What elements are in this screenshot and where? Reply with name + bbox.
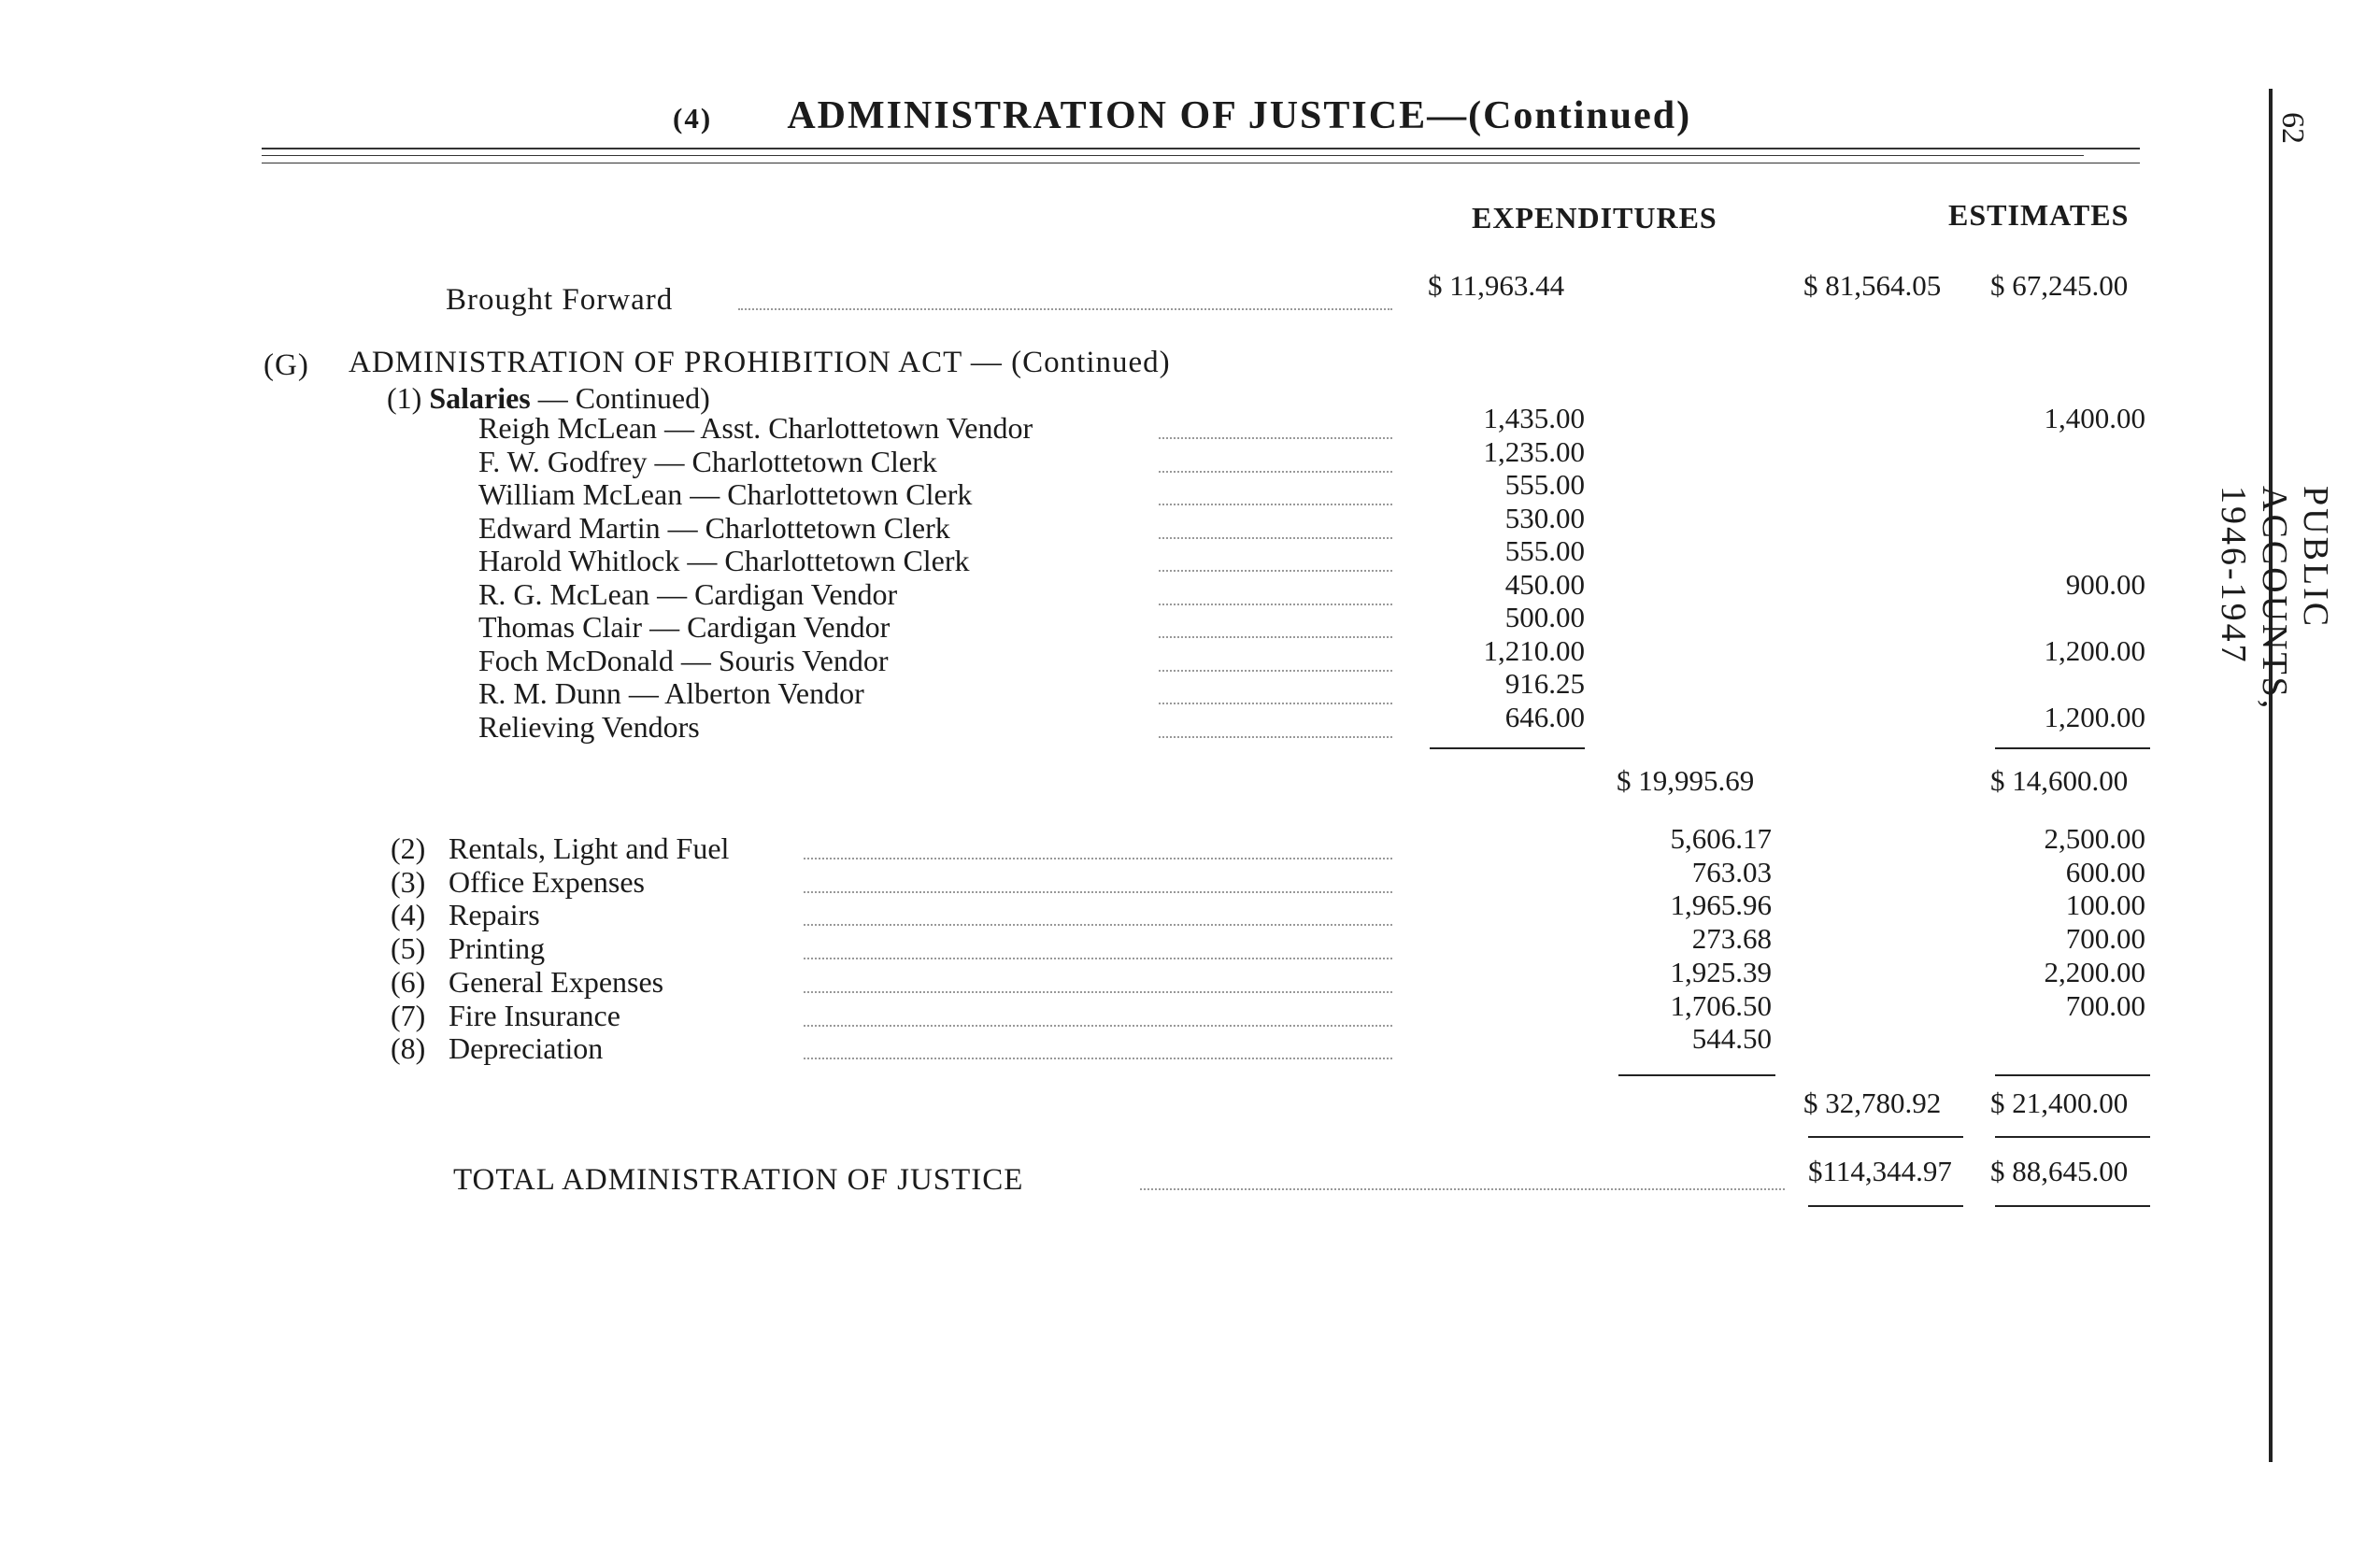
expense-row-marker: (6): [391, 964, 426, 999]
expense-row-estimate: 600.00: [2065, 855, 2145, 888]
page-heading: [673, 93, 1691, 138]
col-header-estimates: ESTIMATES: [1948, 198, 2130, 232]
expense-row-label: Printing: [449, 931, 546, 966]
expense-row-label: Depreciation: [449, 1031, 604, 1066]
leader-dots: [804, 958, 1392, 959]
leader-dots: [1159, 537, 1392, 539]
section-subtotal-rule: [1618, 1074, 1775, 1076]
grand-total-expenditure: $114,344.97: [1808, 1155, 1952, 1187]
salary-row-estimate: 1,200.00: [2044, 700, 2145, 733]
leader-dots: [1159, 703, 1392, 704]
grand-total-label: TOTAL ADMINISTRATION OF JUSTICE: [453, 1163, 1024, 1197]
salary-row-amount: 1,235.00: [1483, 434, 1585, 468]
brought-forward-estimate: $ 67,245.00: [1990, 269, 2129, 302]
salary-row-label: Reigh McLean — Asst. Charlottetown Vendor: [478, 411, 1033, 445]
leader-dots: [1159, 736, 1392, 738]
grand-total-estimate: $ 88,645.00: [1990, 1155, 2129, 1187]
expense-row-amount: 544.50: [1691, 1022, 1772, 1056]
expense-row-label: General Expenses: [449, 964, 664, 999]
salary-row-amount: 916.25: [1504, 667, 1585, 700]
salary-row-amount: 530.00: [1504, 501, 1585, 534]
salary-row-estimate: 900.00: [2065, 567, 2145, 601]
expense-row-marker: (3): [391, 864, 426, 899]
leader-dots: [1159, 636, 1392, 638]
expense-row-marker: (8): [391, 1031, 426, 1066]
salary-row-label: Harold Whitlock — Charlottetown Clerk: [478, 544, 970, 577]
leader-dots: [1140, 1188, 1785, 1190]
expense-row-estimate: 2,500.00: [2044, 822, 2145, 855]
expense-row-amount: 5,606.17: [1670, 822, 1772, 855]
leader-dots: [1159, 604, 1392, 605]
grand-total-rule-top: [1808, 1136, 1963, 1138]
leader-dots: [1159, 670, 1392, 672]
leader-dots: [804, 858, 1392, 859]
header-rule-1: [262, 148, 2140, 149]
leader-dots: [1159, 570, 1392, 572]
salary-row-estimate: 1,400.00: [2044, 402, 2145, 434]
grand-estimate-rule-top: [1995, 1136, 2150, 1138]
expense-row-estimate: 700.00: [2065, 988, 2145, 1022]
brought-forward-label: Brought Forward: [446, 283, 674, 317]
salary-row-label: William McLean — Charlottetown Clerk: [478, 477, 973, 511]
expense-row-amount: 1,706.50: [1670, 988, 1772, 1022]
salary-row-amount: 1,210.00: [1483, 633, 1585, 667]
section-g-marker: (G): [264, 348, 309, 382]
salaries-estimate-total: $ 14,600.00: [1990, 764, 2129, 797]
salary-row-amount: 555.00: [1504, 468, 1585, 501]
salary-row-label: Relieving Vendors: [478, 709, 700, 744]
salary-row-label: F. W. Godfrey — Charlottetown Clerk: [478, 444, 937, 478]
salary-row-label: Edward Martin — Charlottetown Clerk: [478, 510, 950, 545]
expense-row-amount: 763.03: [1691, 855, 1772, 888]
expense-row-label: Fire Insurance: [449, 998, 620, 1032]
page-number: 62: [2275, 112, 2310, 144]
section-estimate-rule: [1995, 1074, 2150, 1076]
expense-row-marker: (5): [391, 931, 426, 966]
salary-row-amount: 555.00: [1504, 534, 1585, 567]
leader-dots: [804, 1058, 1392, 1059]
salary-row-estimate: 1,200.00: [2044, 633, 2145, 667]
salary-row-amount: 500.00: [1504, 601, 1585, 633]
grand-estimate-rule-bottom: [1995, 1205, 2150, 1207]
leader-dots: [1159, 504, 1392, 505]
salaries-suffix: — Continued): [537, 381, 710, 415]
header-rule-2: [262, 155, 2084, 156]
expense-row-estimate: 2,200.00: [2044, 955, 2145, 988]
section-title: ADMINISTRATION OF JUSTICE—(Continued): [787, 94, 1692, 137]
leader-dots: [804, 991, 1392, 993]
salary-row-label: Foch McDonald — Souris Vendor: [478, 643, 889, 677]
salaries-total: $ 19,995.69: [1617, 764, 1755, 797]
expense-row-marker: (4): [391, 898, 426, 932]
amount-text: $ 11,963.44: [1428, 269, 1565, 302]
expense-row-estimate: 100.00: [2065, 888, 2145, 922]
expense-row-amount: 1,925.39: [1670, 955, 1772, 988]
salary-row-amount: 1,435.00: [1483, 402, 1585, 434]
expense-row-marker: (2): [391, 831, 426, 865]
leader-dots: [804, 1025, 1392, 1027]
leader-dots: [804, 924, 1392, 926]
brought-forward-expenditure: [1428, 269, 1587, 303]
section-number: (4): [673, 102, 713, 135]
salary-row-label: Thomas Clair — Cardigan Vendor: [478, 610, 891, 644]
salary-row-amount: 450.00: [1504, 567, 1585, 601]
col-header-expenditures: EXPENDITURES: [1472, 201, 1717, 234]
salary-row-amount: 646.00: [1504, 700, 1585, 733]
section-total: $ 32,780.92: [1803, 1086, 1942, 1119]
leader-dots: [804, 891, 1392, 893]
salary-row-label: R. G. McLean — Cardigan Vendor: [478, 576, 898, 611]
expense-row-label: Office Expenses: [449, 864, 645, 899]
expense-row-amount: 1,965.96: [1670, 888, 1772, 922]
section-estimate-total: $ 21,400.00: [1990, 1086, 2129, 1119]
salary-row-label: R. M. Dunn — Alberton Vendor: [478, 676, 864, 710]
leader-dots: [738, 308, 1392, 310]
grand-total-rule-bottom: [1808, 1205, 1963, 1207]
expense-row-estimate: 700.00: [2065, 922, 2145, 956]
expense-row-amount: 273.68: [1691, 922, 1772, 956]
salaries-label: Salaries: [429, 381, 531, 415]
expense-row-marker: (7): [391, 998, 426, 1032]
side-title: PUBLIC ACCOUNTS, 1946-1947: [2214, 486, 2335, 712]
leader-dots: [1159, 437, 1392, 439]
brought-forward-total: $ 81,564.05: [1803, 269, 1942, 302]
expense-row-label: Repairs: [449, 898, 540, 932]
leader-dots: [1159, 471, 1392, 473]
salaries-subtotal-rule: [1430, 747, 1585, 749]
expense-row-label: Rentals, Light and Fuel: [449, 831, 730, 865]
salaries-marker: (1): [387, 381, 422, 415]
salaries-estimate-rule: [1995, 747, 2150, 749]
margin-rule: [2269, 89, 2273, 1462]
section-g-title: ADMINISTRATION OF PROHIBITION ACT — (Continued): [349, 346, 1171, 379]
